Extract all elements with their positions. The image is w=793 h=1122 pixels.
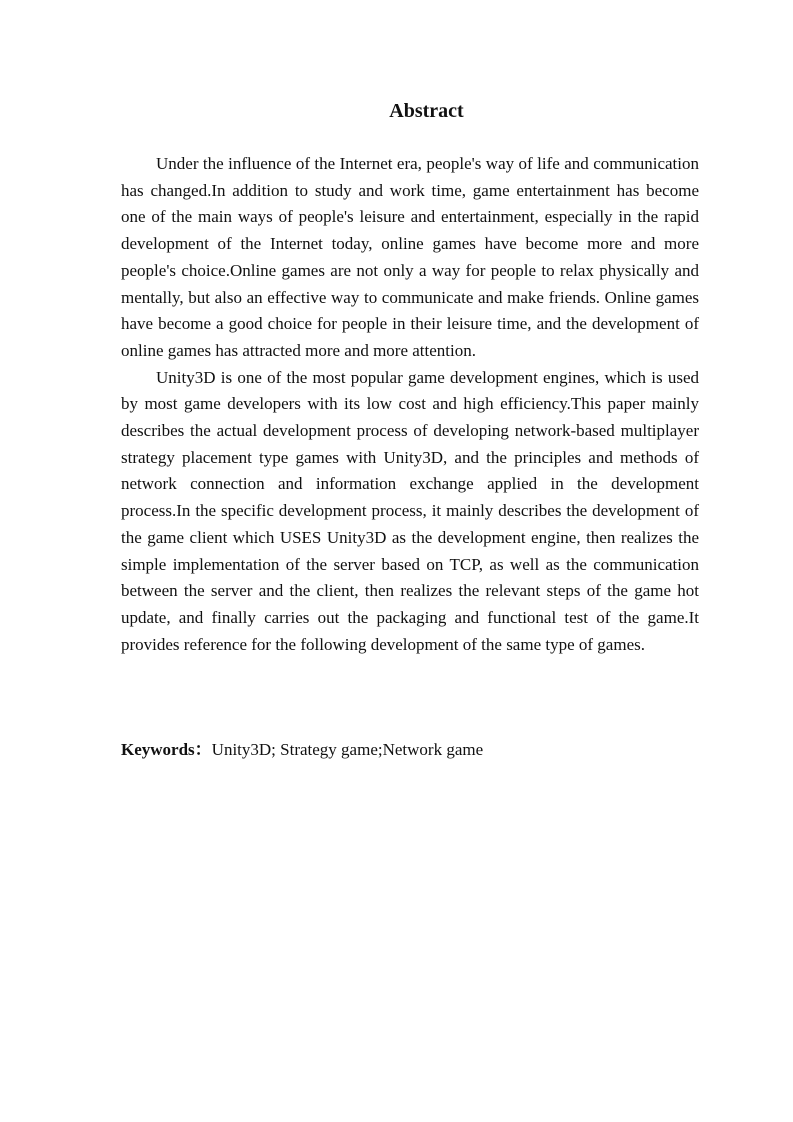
abstract-paragraph-2: Unity3D is one of the most popular game development engines, which is used by most game developers with its low cost and high efficiency.This paper mainly describes the actual development process of developing network-based multiplayer strategy placement type games with Unity3D, and the principles and methods of network connection and information exchange applied in the development process.In the specific development process, it mainly describes the development of the game client which USES Unity3D as the development engine, then realizes the simple implementation of the server based on TCP, as well as the communication between the server and the client, then realizes the relevant steps of the game hot update, and finally carries out the packaging and functional test of the game.It provides reference for the following development of the same type of games. (121, 367, 699, 654)
abstract-title: Abstract (389, 100, 464, 122)
keywords-value: Unity3D; Strategy game;Network game (211, 740, 484, 759)
keywords-line (121, 737, 699, 763)
abstract-paragraph-1: Under the influence of the Internet era, people's way of life and communication has changed.In addition to study and work time, game entertainment has become one of the main ways of people's leisure and entertainment, especially in the rapid development of the Internet today, online games have become more and more people's choice.Online games are not only a way for people to relax physically and mentally, but also an effective way to communicate and make friends. Online games have become a good choice for people in their leisure time, and the development of online games has attracted more and more attention. (121, 154, 699, 360)
abstract-body (121, 151, 699, 658)
keywords-label: Keywords： (121, 740, 212, 759)
